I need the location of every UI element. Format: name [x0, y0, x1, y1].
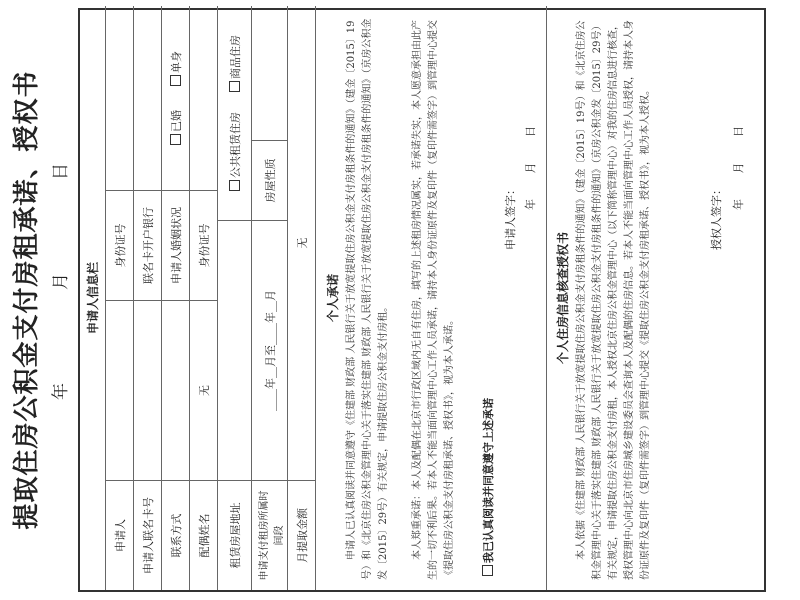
applicant-id-label: 身份证号	[106, 190, 134, 300]
public-rental-label: 公共租赁住房	[228, 112, 242, 178]
applicant-name-label: 申请人	[106, 480, 134, 590]
authorization-heading: 个人住房信息核查授权书	[556, 232, 570, 365]
marital-single-option[interactable]	[168, 51, 184, 86]
sign-year: 年	[524, 199, 537, 210]
sign-day: 日	[524, 126, 537, 137]
spouse-id-field[interactable]	[190, 6, 218, 190]
period-field[interactable]: ____年__月至____年__月	[252, 220, 288, 480]
single-label: 单身	[169, 51, 183, 73]
date-month-label: 月	[51, 273, 71, 290]
monthly-amount-field[interactable]: 无	[288, 6, 316, 480]
section-divider	[546, 6, 547, 590]
bank-field[interactable]	[134, 6, 162, 190]
spouse-field[interactable]: 无	[190, 300, 218, 480]
single-checkbox[interactable]	[170, 75, 181, 86]
commercial-label: 商品住房	[228, 35, 242, 79]
bank-label: 联名卡开户银行	[134, 190, 162, 300]
document-title: 提取住房公积金支付房租承诺、授权书	[12, 70, 42, 530]
spouse-id-label: 身份证号	[190, 190, 218, 300]
public-rental-checkbox[interactable]	[229, 180, 240, 191]
date-year-label: 年	[51, 383, 71, 400]
housing-type-options	[218, 6, 252, 220]
auth-sign-date	[730, 126, 746, 210]
confirm-checkbox[interactable]	[482, 565, 493, 576]
sign-month: 月	[524, 162, 537, 174]
marital-married-option[interactable]	[168, 110, 184, 145]
card-label: 申请人联名卡号	[134, 480, 162, 590]
married-label: 已婚	[169, 110, 183, 132]
address-label: 租赁房屋地址	[218, 480, 252, 590]
house-type-field[interactable]	[252, 6, 288, 140]
applicant-sign-date	[522, 126, 538, 210]
marital-label: 申请人婚姻状况	[162, 190, 190, 300]
confirm-agreement[interactable]	[480, 398, 496, 576]
commercial-checkbox[interactable]	[229, 81, 240, 92]
public-rental-option[interactable]	[227, 112, 243, 191]
applicant-name-field[interactable]	[106, 300, 134, 480]
spouse-label: 配偶姓名	[190, 480, 218, 590]
auth-year: 年	[732, 199, 745, 210]
date-day-label: 日	[51, 163, 71, 180]
address-field[interactable]	[218, 220, 252, 480]
auth-day: 日	[732, 126, 745, 137]
applicant-section-header: 申请人信息栏	[80, 6, 106, 590]
authorizer-signature-label: 授权人签字：	[710, 184, 723, 250]
personal-commitment-pledge: 本人郑重承诺：本人及配偶在北京市行政区域内无自有住房，填写的上述租房情况属实，若承诺失实，本人愿意承担由此产生的一切不利后果。若本人不能当面向管理中心工作人员承诺，请持本人身份证原件及复印件（复印件需签字）到管理中心提交《提取住房公积金支付房租承诺、授权书》，视为本人承诺。	[412, 20, 455, 580]
form-grid	[78, 8, 766, 592]
card-field[interactable]	[134, 300, 162, 480]
married-checkbox[interactable]	[170, 134, 181, 145]
monthly-amount-label: 月提取金额	[288, 480, 316, 590]
confirm-label: 我已认真阅读并同意遵守上述承诺	[482, 398, 495, 563]
commercial-option[interactable]	[227, 35, 243, 92]
applicant-id-field[interactable]	[106, 6, 134, 190]
marital-options	[162, 6, 190, 190]
personal-commitment-text: 申请人已认真阅读并同意遵守《住建部 财政部 人民银行关于放宽提取住房公积金支付房租条件的通知》（建金〔2015〕19号）和《北京住房公积金管理中心关于落实住建部 财政部 人民银行关于放宽提取住房公积金支付房租条件的通知》（京房公积金发〔2015〕29号）有关规定，申请提取住房公积金支付房租。	[346, 18, 389, 580]
contact-label: 联系方式	[162, 480, 190, 590]
authorization-text: 本人依据《住建部 财政部 人民银行关于放宽提取住房公积金支付房租条件的通知》（建金〔2015〕19号）和《北京住房公积金管理中心关于落实住建部 财政部 人民银行关于放宽提取住房公积金支付房租条件的通知》（京房公积金发〔2015〕29号）有关规定，申请提取住房公积金支付房租，本人授权北京住房公积金管理中心（以下简称管理中心）对我的住房信息进行核查，授权管理中心向北京市住房城乡建设委员会查询本人及配偶的住房信息。若本人不能当面向管理中心工作人员授权，请持本人身份证原件及复印件（复印件需签字）到管理中心提交《提取住房公积金支付房租承诺、授权书》，视为本人授权。	[576, 20, 651, 580]
house-type-label: 房屋性质	[252, 140, 288, 220]
applicant-signature-label: 申请人签字：	[504, 184, 517, 250]
auth-month: 月	[732, 162, 745, 174]
period-label: 申请支付租房所属时间段	[252, 480, 288, 590]
contact-field[interactable]	[162, 300, 190, 480]
personal-commitment-heading: 个人承诺	[326, 274, 340, 323]
